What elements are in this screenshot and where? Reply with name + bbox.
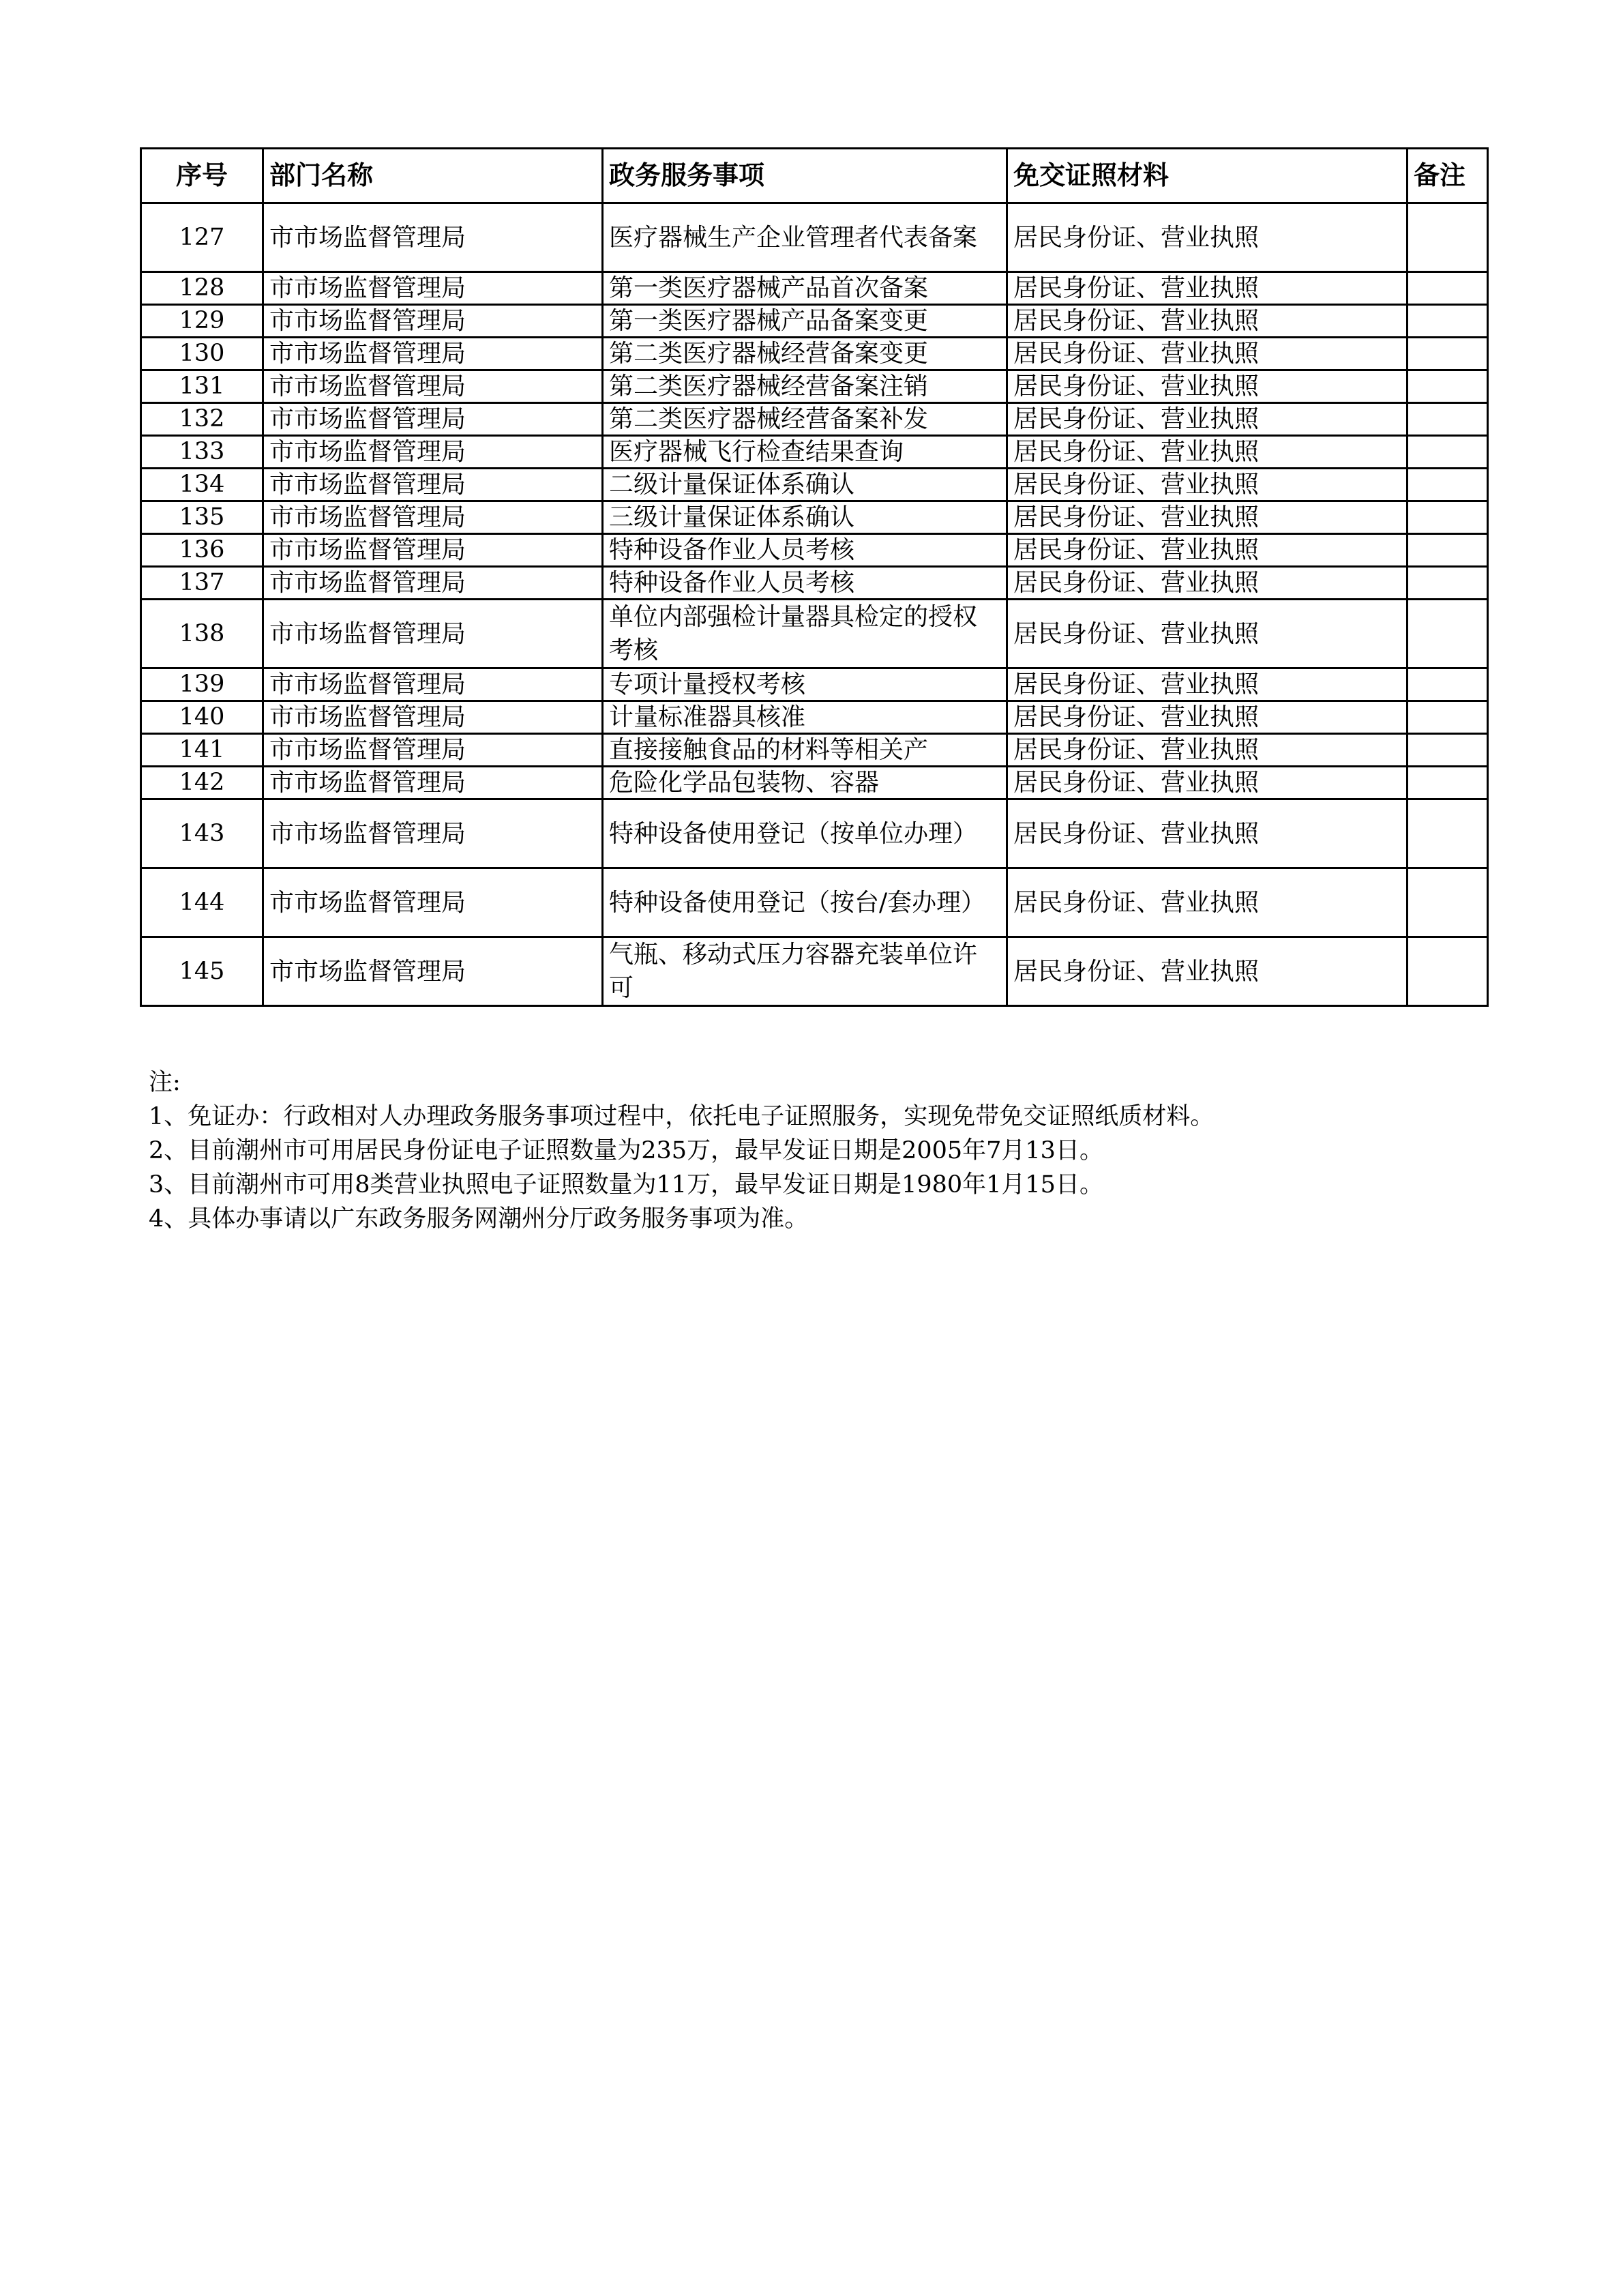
cell-exempt-materials: 居民身份证、营业执照 [1007,668,1408,701]
note-line: 3、目前潮州市可用8类营业执照电子证照数量为11万，最早发证日期是1980年1月15日。 [149,1171,1103,1198]
cell-serial: 128 [141,272,263,305]
table-row [141,567,1488,600]
cell-remarks [1408,534,1488,567]
cell-service-item: 特种设备使用登记（按单位办理） [603,799,1007,868]
cell-remarks [1408,734,1488,767]
table-row [141,668,1488,701]
header-exempt-materials: 免交证照材料 [1007,149,1408,203]
cell-exempt-materials: 居民身份证、营业执照 [1007,370,1408,403]
cell-service-item: 医疗器械生产企业管理者代表备案 [603,203,1007,272]
cell-service-item: 医疗器械飞行检查结果查询 [603,436,1007,469]
cell-serial: 137 [141,567,263,600]
cell-exempt-materials: 居民身份证、营业执照 [1007,799,1408,868]
table-row [141,701,1488,734]
cell-department: 市市场监督管理局 [263,600,603,668]
cell-exempt-materials: 居民身份证、营业执照 [1007,734,1408,767]
table-header-row [141,149,1488,203]
note-line: 1、免证办：行政相对人办理政务服务事项过程中，依托电子证照服务，实现免带免交证照纸质材料。 [149,1103,1215,1130]
table-row [141,937,1488,1006]
cell-remarks [1408,668,1488,701]
cell-serial: 139 [141,668,263,701]
cell-service-item: 二级计量保证体系确认 [603,469,1007,501]
cell-serial: 141 [141,734,263,767]
cell-department: 市市场监督管理局 [263,272,603,305]
cell-remarks [1408,305,1488,338]
cell-serial: 133 [141,436,263,469]
cell-exempt-materials: 居民身份证、营业执照 [1007,567,1408,600]
cell-remarks [1408,370,1488,403]
table-row [141,501,1488,534]
cell-department: 市市场监督管理局 [263,436,603,469]
header-department: 部门名称 [263,149,603,203]
cell-serial: 142 [141,767,263,799]
cell-department: 市市场监督管理局 [263,767,603,799]
cell-department: 市市场监督管理局 [263,937,603,1006]
cell-exempt-materials: 居民身份证、营业执照 [1007,937,1408,1006]
cell-serial: 145 [141,937,263,1006]
cell-exempt-materials: 居民身份证、营业执照 [1007,534,1408,567]
cell-department: 市市场监督管理局 [263,799,603,868]
cell-remarks [1408,403,1488,436]
cell-serial: 135 [141,501,263,534]
cell-department: 市市场监督管理局 [263,501,603,534]
cell-remarks [1408,338,1488,370]
cell-exempt-materials: 居民身份证、营业执照 [1007,701,1408,734]
cell-remarks [1408,469,1488,501]
table-row [141,734,1488,767]
cell-exempt-materials: 居民身份证、营业执照 [1007,403,1408,436]
table-row [141,203,1488,272]
table-row [141,305,1488,338]
cell-remarks [1408,272,1488,305]
cell-serial: 140 [141,701,263,734]
cell-exempt-materials: 居民身份证、营业执照 [1007,501,1408,534]
table-row [141,600,1488,668]
cell-serial: 127 [141,203,263,272]
notes-title: 注: [149,1069,181,1096]
cell-serial: 132 [141,403,263,436]
cell-department: 市市场监督管理局 [263,668,603,701]
table-row [141,338,1488,370]
cell-remarks [1408,868,1488,937]
notes-section [149,1065,1485,1236]
cell-service-item: 第一类医疗器械产品备案变更 [603,305,1007,338]
cell-exempt-materials: 居民身份证、营业执照 [1007,600,1408,668]
cell-serial: 144 [141,868,263,937]
cell-department: 市市场监督管理局 [263,734,603,767]
cell-serial: 129 [141,305,263,338]
cell-remarks [1408,701,1488,734]
header-remarks: 备注 [1408,149,1488,203]
note-line: 2、目前潮州市可用居民身份证电子证照数量为235万，最早发证日期是2005年7月13日。 [149,1137,1103,1164]
cell-serial: 134 [141,469,263,501]
table-row [141,534,1488,567]
cell-serial: 136 [141,534,263,567]
cell-department: 市市场监督管理局 [263,868,603,937]
table-row [141,799,1488,868]
cell-exempt-materials: 居民身份证、营业执照 [1007,203,1408,272]
cell-service-item: 计量标准器具核准 [603,701,1007,734]
cell-service-item: 第二类医疗器械经营备案变更 [603,338,1007,370]
table-row [141,868,1488,937]
table-row [141,436,1488,469]
header-service-item: 政务服务事项 [603,149,1007,203]
cell-service-item: 单位内部强检计量器具检定的授权考核 [603,600,1007,668]
cell-department: 市市场监督管理局 [263,701,603,734]
cell-serial: 130 [141,338,263,370]
cell-service-item: 第二类医疗器械经营备案注销 [603,370,1007,403]
cell-remarks [1408,567,1488,600]
cell-remarks [1408,600,1488,668]
note-line: 4、具体办事请以广东政务服务网潮州分厅政务服务事项为准。 [149,1205,809,1233]
cell-department: 市市场监督管理局 [263,469,603,501]
cell-service-item: 直接接触食品的材料等相关产 [603,734,1007,767]
cell-remarks [1408,501,1488,534]
cell-remarks [1408,203,1488,272]
table-row [141,403,1488,436]
cell-serial: 143 [141,799,263,868]
cell-service-item: 专项计量授权考核 [603,668,1007,701]
cell-exempt-materials: 居民身份证、营业执照 [1007,868,1408,937]
cell-service-item: 特种设备作业人员考核 [603,534,1007,567]
cell-service-item: 危险化学品包装物、容器 [603,767,1007,799]
cell-remarks [1408,767,1488,799]
cell-department: 市市场监督管理局 [263,534,603,567]
table-row [141,469,1488,501]
cell-remarks [1408,799,1488,868]
cell-exempt-materials: 居民身份证、营业执照 [1007,338,1408,370]
table-row [141,370,1488,403]
cell-department: 市市场监督管理局 [263,403,603,436]
cell-exempt-materials: 居民身份证、营业执照 [1007,767,1408,799]
cell-service-item: 第二类医疗器械经营备案补发 [603,403,1007,436]
cell-exempt-materials: 居民身份证、营业执照 [1007,272,1408,305]
cell-department: 市市场监督管理局 [263,203,603,272]
cell-exempt-materials: 居民身份证、营业执照 [1007,305,1408,338]
cell-service-item: 特种设备使用登记（按台/套办理） [603,868,1007,937]
table-row [141,767,1488,799]
cell-service-item: 第一类医疗器械产品首次备案 [603,272,1007,305]
table-row [141,272,1488,305]
cell-exempt-materials: 居民身份证、营业执照 [1007,469,1408,501]
cell-service-item: 气瓶、移动式压力容器充装单位许可 [603,937,1007,1006]
cell-exempt-materials: 居民身份证、营业执照 [1007,436,1408,469]
cell-department: 市市场监督管理局 [263,370,603,403]
cell-department: 市市场监督管理局 [263,567,603,600]
service-items-table [140,147,1489,1007]
cell-service-item: 三级计量保证体系确认 [603,501,1007,534]
cell-remarks [1408,937,1488,1006]
cell-department: 市市场监督管理局 [263,305,603,338]
cell-department: 市市场监督管理局 [263,338,603,370]
cell-serial: 138 [141,600,263,668]
table-body [141,203,1488,1006]
cell-service-item: 特种设备作业人员考核 [603,567,1007,600]
header-serial: 序号 [141,149,263,203]
cell-serial: 131 [141,370,263,403]
cell-remarks [1408,436,1488,469]
